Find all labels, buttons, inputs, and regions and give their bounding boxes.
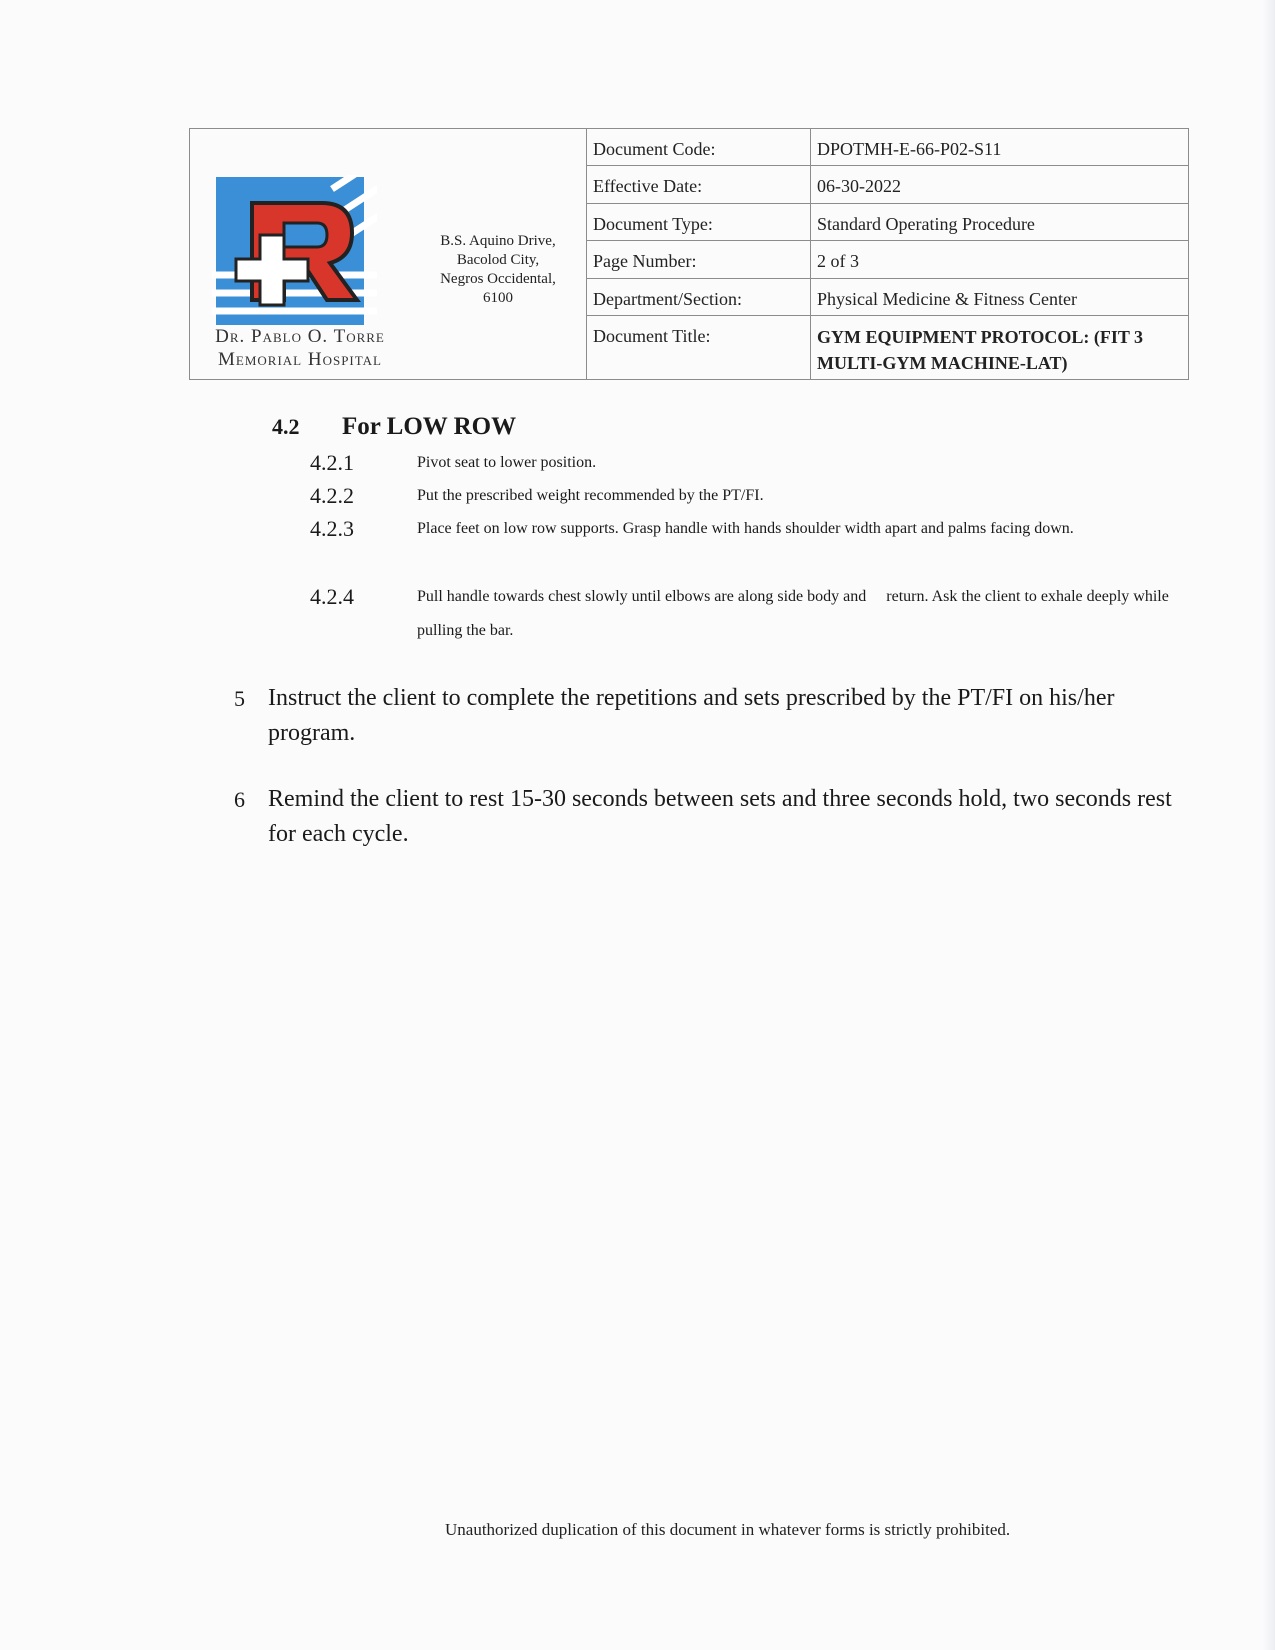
step-number: 4.2.1 — [310, 450, 354, 475]
scan-edge-shadow — [1263, 0, 1275, 1650]
document-title-value: GYM EQUIPMENT PROTOCOL: (FIT 3 MULTI-GYM MACHINE-LAT) — [811, 316, 1189, 380]
step-text: Pull handle towards chest slowly until elbows are along side body and return. Ask the client to exhale deeply while pulling the bar. — [417, 588, 1173, 639]
department-label: Department/Section: — [587, 278, 811, 315]
logo-cell — [190, 129, 587, 380]
document-type-label: Document Type: — [587, 203, 811, 240]
document-code-value: DPOTMH-E-66-P02-S11 — [811, 129, 1189, 166]
step-text: Pivot seat to lower position. — [417, 454, 597, 471]
section-heading — [272, 413, 516, 441]
document-code-label: Document Code: — [587, 129, 811, 166]
section-title: For LOW ROW — [342, 413, 517, 440]
document-header-table — [189, 128, 1189, 380]
item-number: 6 — [234, 787, 245, 812]
step-number: 4.2.3 — [310, 516, 354, 541]
step-number: 4.2.4 — [310, 584, 354, 609]
item-number: 5 — [234, 686, 245, 711]
effective-date-value: 06-30-2022 — [811, 166, 1189, 203]
item-text: Remind the client to rest 15-30 seconds between sets and three seconds hold, two seconds rest for each cycle. — [268, 786, 1172, 847]
page-number-value: 2 of 3 — [811, 241, 1189, 278]
document-title-label: Document Title: — [587, 316, 811, 380]
step-text: Put the prescribed weight recommended by the PT/FI. — [417, 487, 764, 504]
step-item — [310, 479, 1170, 513]
step-text: Place feet on low row supports. Grasp handle with hands shoulder width apart and palms facing down. — [417, 520, 1074, 537]
list-item — [234, 681, 1174, 751]
effective-date-label: Effective Date: — [587, 166, 811, 203]
document-type-value: Standard Operating Procedure — [811, 203, 1189, 240]
footer-notice: Unauthorized duplication of this document in whatever forms is strictly prohibited. — [445, 1520, 1011, 1539]
page-number-label: Page Number: — [587, 241, 811, 278]
item-text: Instruct the client to complete the repetitions and sets prescribed by the PT/FI on his/her program. — [268, 685, 1115, 746]
step-item — [310, 512, 1170, 546]
list-item — [234, 782, 1174, 852]
step-item — [310, 580, 1173, 648]
hospital-address: B.S. Aquino Drive, Bacolod City, Negros Occidental, 6100 — [440, 233, 556, 306]
hospital-name: Dr. Pablo O. Torre Memorial Hospital — [215, 326, 385, 370]
step-number: 4.2.2 — [310, 483, 354, 508]
section-number: 4.2 — [272, 414, 300, 439]
hospital-logo — [212, 175, 377, 325]
department-value: Physical Medicine & Fitness Center — [811, 278, 1189, 315]
step-item — [310, 446, 1170, 480]
